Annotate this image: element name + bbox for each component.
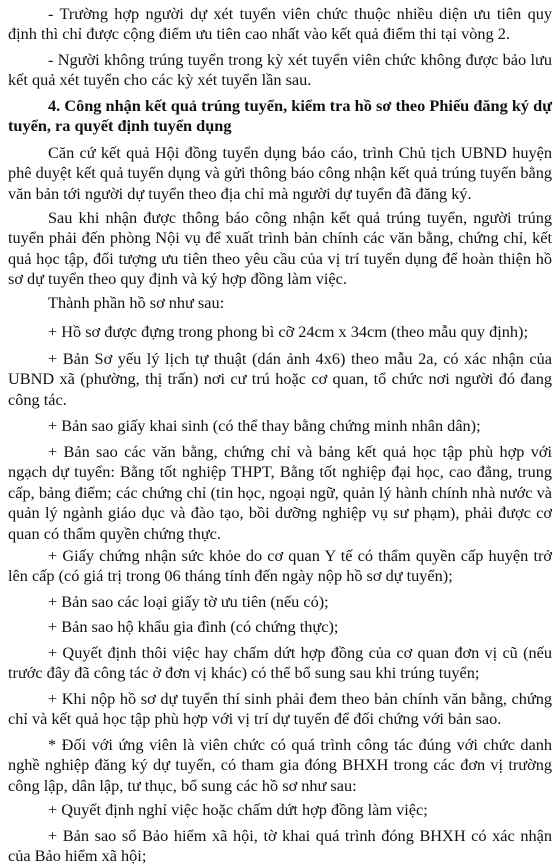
list-item-cv: + Bản Sơ yếu lý lịch tự thuật (dán ảnh 4x6) theo mẫu 2a, có xác nhận của UBND xã (phường, thị trấn) nơi cư trú hoặc cơ quan, tổ chức nơi người đó đang công tác. bbox=[8, 349, 552, 409]
paragraph-approval: Căn cứ kết quả Hội đồng tuyển dụng báo cáo, trình Chủ tịch UBND huyện phê duyệt kết quả tuyển dụng và gửi thông báo công nhận kết quả trúng tuyển bằng văn bản tới người dự tuyển theo địa chỉ mà người dự tuyển đã đăng ký. bbox=[8, 143, 552, 203]
section-heading-4: 4. Công nhận kết quả trúng tuyển, kiểm tra hồ sơ theo Phiếu đăng ký dự tuyển, ra quyết định tuyển dụng bbox=[8, 96, 552, 136]
list-item-envelope: + Hồ sơ được đựng trong phong bì cỡ 24cm x 34cm (theo mẫu quy định); bbox=[48, 322, 528, 341]
list-item-diplomas: + Bản sao các văn bằng, chứng chỉ và bảng kết quả học tập phù hợp với ngạch dự tuyển: Bằng tốt nghiệp THPT, Bằng tốt nghiệp đại học, cao đẳng, trung cấp, bảng điểm; các chứng chỉ (tin học, ngoại ngữ, quản lý hành chính nhà nước và quản lý ngành giáo dục và đào tạo, bồi dưỡng nghiệp vụ sư phạm), phải được cơ quan có thẩm quyền chứng thực. bbox=[8, 442, 552, 543]
paragraph-priority-note: - Trường hợp người dự xét tuyển viên chức thuộc nhiều diện ưu tiên quy định thì chỉ được cộng điểm ưu tiên cao nhất vào kết quả điểm thi tại vòng 2. bbox=[8, 4, 552, 44]
list-item-resignation: + Quyết định thôi việc hay chấm dứt hợp đồng của cơ quan đơn vị cũ (nếu trước đây đã công tác ở đơn vị khác) có thể bổ sung sau khi trúng tuyển; bbox=[8, 643, 552, 683]
list-item-originals: + Khi nộp hồ sơ dự tuyển thí sinh phải đem theo bản chính văn bằng, chứng chỉ và kết quả học tập phù hợp với vị trí dự tuyển để đối chứng với bản sao. bbox=[8, 689, 552, 729]
list-item-social-insurance: + Bản sao sổ Bảo hiểm xã hội, tờ khai quá trình đóng BHXH có xác nhận của Bảo hiểm xã hội; bbox=[8, 826, 552, 866]
list-item-health-certificate: + Giấy chứng nhận sức khỏe do cơ quan Y tế có thẩm quyền cấp huyện trở lên cấp (có giá trị trong 06 tháng tính đến ngày nộp hồ sơ dự tuyển); bbox=[8, 546, 552, 586]
paragraph-after-notice: Sau khi nhận được thông báo công nhận kết quả trúng tuyển, người trúng tuyển phải đến phòng Nội vụ để xuất trình bản chính các văn bằng, chứng chỉ, kết quả học tập, đối tượng ưu tiên theo yêu cầu của vị trí tuyển dụng để hoàn thiện hồ sơ dự tuyển theo quy định và ký hợp đồng làm việc. bbox=[8, 208, 552, 289]
paragraph-dossier-intro: Thành phần hồ sơ như sau: bbox=[48, 293, 225, 312]
list-item-termination: + Quyết định nghỉ việc hoặc chấm dứt hợp đồng làm việc; bbox=[48, 800, 428, 819]
list-item-birth-certificate: + Bản sao giấy khai sinh (có thể thay bằng chứng minh nhân dân); bbox=[48, 416, 481, 435]
paragraph-existing-staff: * Đối với ứng viên là viên chức có quá trình công tác đúng với chức danh nghề nghiệp đăng ký dự tuyển, có tham gia đóng BHXH trong các đơn vị trường công lập, dân lập, tư thục, bổ sung các hồ sơ như sau: bbox=[8, 735, 552, 795]
list-item-household: + Bản sao hộ khẩu gia đình (có chứng thực); bbox=[48, 617, 339, 636]
list-item-priority-papers: + Bản sao các loại giấy tờ ưu tiên (nếu có); bbox=[48, 592, 329, 611]
paragraph-no-reservation: - Người không trúng tuyển trong kỳ xét tuyển viên chức không được bảo lưu kết quả xét tuyển cho các kỳ xét tuyển lần sau. bbox=[8, 50, 552, 90]
